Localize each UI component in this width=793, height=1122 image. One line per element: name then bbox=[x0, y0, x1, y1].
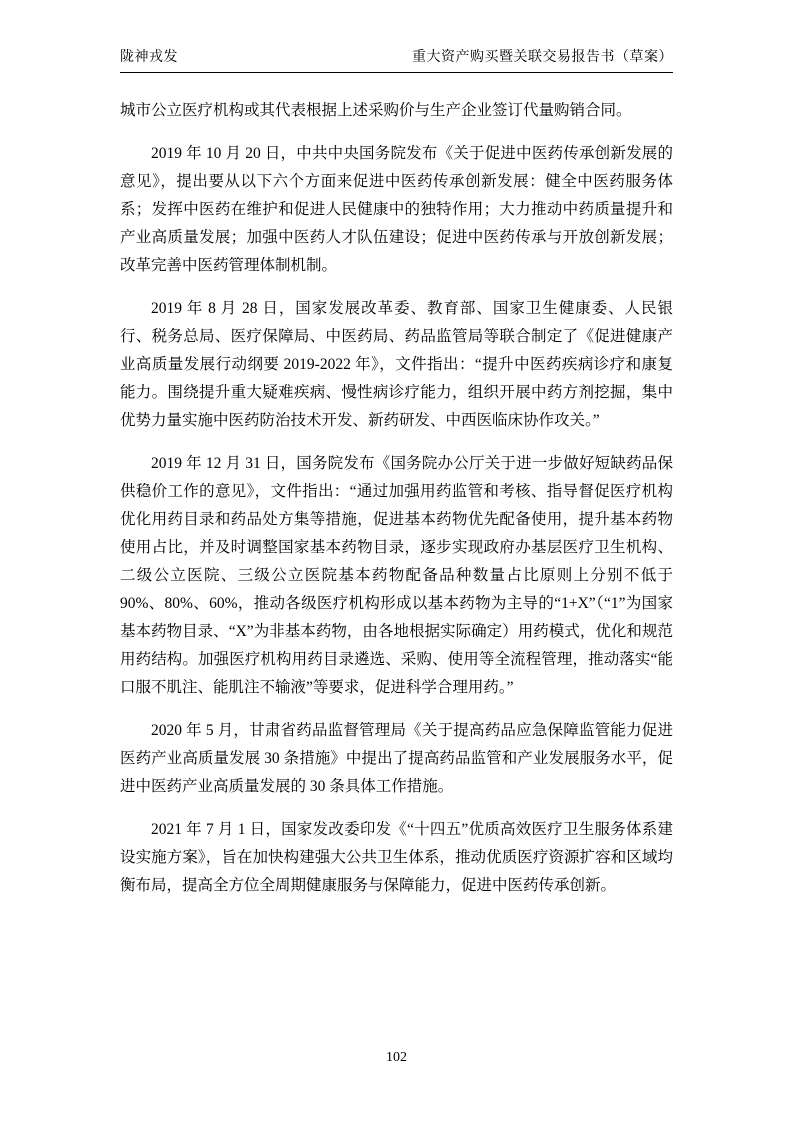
page-header bbox=[120, 46, 673, 66]
paragraph: 城市公立医疗机构或其代表根据上述采购价与生产企业签订代量购销合同。 bbox=[120, 102, 632, 119]
paragraph: 2021 年 7 月 1 日，国家发改委印发《“十四五”优质高效医疗卫生服务体系建设实施方案》，旨在加快构建强大公共卫生体系，推动优质医疗资源扩容和区域均衡布局，提高全方位全周期健康服务与保障能力，促进中医药传承创新。 bbox=[120, 821, 673, 894]
paragraph: 2019 年 12 月 31 日，国务院发布《国务院办公厅关于进一步做好短缺药品保供稳价工作的意见》，文件指出：“通过加强用药监管和考核、指导督促医疗机构优化用药目录和药品处方集等措施，促进基本药物优先配备使用，提升基本药物使用占比，并及时调整国家基本药物目录，逐步实现政府办基层医疗卫生机构、二级公立医院、三级公立医院基本药物配备品种数量占比原则上分别不低于 90%、80%、60%，推动各级医疗机构形成以基本药物为主导的“1+X”（“1”为国家基本药物目录、“X”为非基本药物，由各地根据实际确定）用药模式，优化和规范用药结构。加强医疗机构用药目录遴选、采购、使用等全流程管理，推动落实“能口服不肌注、能肌注不输液”等要求，促进科学合理用药。” bbox=[120, 455, 673, 696]
page-footer bbox=[0, 1050, 793, 1066]
paragraph: 2019 年 10 月 20 日，中共中央国务院发布《关于促进中医药传承创新发展的意见》，提出要从以下六个方面来促进中医药传承创新发展：健全中医药服务体系；发挥中医药在维护和促进人民健康中的独特作用；大力推动中药质量提升和产业高质量发展；加强中医药人才队伍建设；促进中医药传承与开放创新发展；改革完善中医药管理体制机制。 bbox=[120, 145, 673, 274]
paragraph: 2020 年 5 月，甘肃省药品监督管理局《关于提高药品应急保障监管能力促进医药产业高质量发展 30 条措施》中提出了提高药品监管和产业发展服务水平，促进中医药产业高质量发展的 30 条具体工作措施。 bbox=[120, 722, 673, 795]
header-company-name: 陇神戎发 bbox=[120, 50, 178, 65]
page-number: 102 bbox=[386, 1050, 407, 1065]
document-body bbox=[120, 97, 673, 900]
header-rule bbox=[120, 72, 673, 73]
paragraph: 2019 年 8 月 28 日，国家发展改革委、教育部、国家卫生健康委、人民银行、税务总局、医疗保障局、中医药局、药品监管局等联合制定了《促进健康产业高质量发展行动纲要 2019-2022 年》，文件指出：“提升中医药疾病诊疗和康复能力。围绕提升重大疑难疾病、慢性病诊疗能力，组织开展中药方剂挖掘，集中优势力量实施中医药防治技术开发、新药研发、中西医临床协作攻关。” bbox=[120, 300, 673, 429]
header-report-title: 重大资产购买暨关联交易报告书（草案） bbox=[412, 50, 673, 65]
